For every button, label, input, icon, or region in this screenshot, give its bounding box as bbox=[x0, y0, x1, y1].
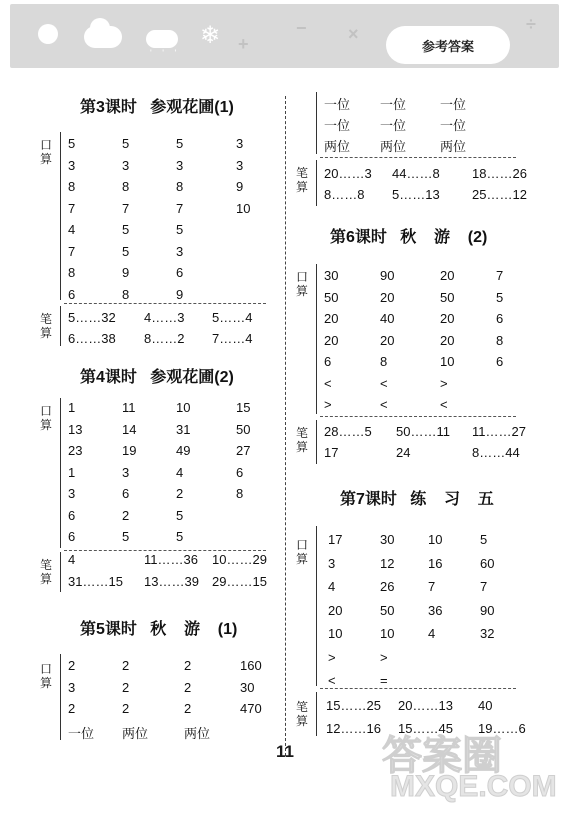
written-answer-cell: 13……39 bbox=[144, 574, 199, 589]
written-answer-cell: 8……2 bbox=[144, 331, 185, 346]
oral-answer-cell: 50 bbox=[324, 289, 339, 305]
oral-answer-cell: 8 bbox=[122, 286, 130, 302]
oral-answer-cell: 12 bbox=[380, 555, 395, 571]
oral-answer-cell: 一位 bbox=[324, 97, 351, 112]
lesson6-title: 第6课时 秋 游 (2) bbox=[330, 229, 488, 246]
oral-answer-cell: 50 bbox=[440, 289, 455, 305]
oral-answer-cell: 20 bbox=[440, 268, 455, 283]
written-answer-cell: 12……16 bbox=[326, 721, 381, 736]
oral-answer-cell: = bbox=[380, 673, 388, 688]
oral-answer-cell: 5 bbox=[480, 532, 488, 547]
oral-answer-cell: 5 bbox=[122, 222, 130, 237]
oral-answer-cell: 3 bbox=[68, 679, 76, 695]
oral-answer-cell: 3 bbox=[122, 157, 130, 173]
oral-answer-cell: 17 bbox=[328, 532, 343, 547]
oral-answer-cell: 6 bbox=[236, 464, 244, 480]
written-answer-cell: 5……32 bbox=[68, 310, 116, 325]
lesson4-title: 第4课时 参观花圃(2) bbox=[80, 369, 234, 386]
oral-answer-cell: 49 bbox=[176, 443, 191, 458]
oral-answer-cell: 5 bbox=[122, 243, 130, 259]
oral-answer-cell: 7 bbox=[68, 200, 76, 216]
oral-answer-cell: 20 bbox=[440, 332, 455, 348]
oral-answer-cell: 2 bbox=[184, 679, 192, 695]
oral-answer-cell: 5 bbox=[122, 136, 130, 151]
plus-decoration-icon: + bbox=[238, 34, 249, 54]
oral-answer-cell: 3 bbox=[68, 486, 76, 501]
oral-answer-cell: 19 bbox=[122, 443, 137, 458]
written-bracket bbox=[60, 306, 61, 346]
oral-answer-cell: 23 bbox=[68, 443, 83, 458]
oral-answer-cell: 2 bbox=[176, 486, 184, 501]
oral-answer-cell: 8 bbox=[122, 179, 130, 194]
oral-answer-cell: 5 bbox=[496, 289, 504, 305]
written-answer-cell: 8……44 bbox=[472, 445, 520, 460]
oral-answer-cell: < bbox=[328, 673, 336, 688]
oral-answer-cell: < bbox=[380, 375, 388, 391]
oral-answer-cell: 60 bbox=[480, 555, 495, 571]
oral-answer-cell: 36 bbox=[428, 602, 443, 618]
written-answer-cell: 4 bbox=[68, 552, 76, 567]
oral-answer-cell: 8 bbox=[380, 354, 388, 369]
page-number: 11 bbox=[276, 742, 294, 761]
oral-answer-cell: 7 bbox=[496, 268, 504, 283]
oral-answer-cell: 3 bbox=[236, 136, 244, 151]
oral-answer-cell: 3 bbox=[176, 243, 184, 259]
written-answer-cell: 50……11 bbox=[396, 424, 450, 439]
oral-answer-cell: 5 bbox=[122, 529, 130, 544]
oral-answer-cell: 10 bbox=[440, 354, 455, 369]
oral-answer-cell: 6 bbox=[176, 265, 184, 280]
oral-answer-cell: 10 bbox=[176, 400, 191, 415]
oral-answer-cell: 9 bbox=[176, 286, 184, 302]
oral-answer-cell: 一位 bbox=[68, 725, 95, 741]
separator-line bbox=[320, 416, 516, 417]
oral-answer-cell: 20 bbox=[328, 602, 343, 618]
oral-answer-cell: 1 bbox=[68, 464, 76, 480]
oral-answer-cell: 20 bbox=[324, 332, 339, 348]
written-bracket bbox=[60, 552, 61, 592]
separator-line bbox=[64, 550, 266, 551]
written-answer-cell: 29……15 bbox=[212, 574, 267, 589]
oral-answer-cell: 7 bbox=[122, 200, 130, 216]
oral-answer-cell: 6 bbox=[68, 507, 76, 523]
oral-answer-cell: 6 bbox=[324, 354, 332, 369]
oral-answer-cell: 两位 bbox=[184, 725, 211, 741]
oral-answer-cell: 6 bbox=[68, 286, 76, 302]
oral-answer-cell: 27 bbox=[236, 443, 251, 458]
oral-answer-cell: 8 bbox=[68, 265, 76, 280]
written-answer-cell: 40 bbox=[478, 698, 493, 713]
oral-answer-cell: 20 bbox=[380, 332, 395, 348]
oral-answer-cell: 4 bbox=[428, 626, 436, 641]
oral-answer-cell: 一位 bbox=[380, 118, 407, 133]
oral-label: 口 算 bbox=[39, 662, 52, 690]
site-watermark bbox=[382, 724, 557, 808]
written-answer-cell: 19……6 bbox=[478, 721, 526, 736]
oral-answer-cell: 90 bbox=[380, 268, 395, 283]
oral-answer-cell: 7 bbox=[480, 579, 488, 594]
oral-answer-cell: < bbox=[380, 397, 388, 412]
written-answer-cell: 8……8 bbox=[324, 187, 365, 202]
oral-answer-cell: 30 bbox=[240, 679, 255, 695]
oral-bracket bbox=[316, 526, 317, 686]
oral-answer-cell: 50 bbox=[236, 421, 251, 437]
oral-answer-cell: 3 bbox=[176, 157, 184, 173]
oral-answer-cell: 50 bbox=[380, 602, 395, 618]
oral-answer-cell: 6 bbox=[496, 354, 504, 369]
oral-answer-cell: 20 bbox=[380, 289, 395, 305]
oral-answer-cell: 一位 bbox=[324, 118, 351, 133]
oral-bracket bbox=[316, 264, 317, 414]
oral-answer-cell: > bbox=[328, 649, 336, 665]
oral-answer-cell: 5 bbox=[176, 507, 184, 523]
oral-answer-cell: 两位 bbox=[380, 139, 407, 154]
oral-answer-cell: 两位 bbox=[440, 139, 467, 154]
oral-answer-cell: > bbox=[324, 397, 332, 412]
oral-answer-cell: 5 bbox=[68, 136, 76, 151]
oral-answer-cell: 4 bbox=[68, 222, 76, 237]
written-answer-cell: 18……26 bbox=[472, 166, 527, 181]
divide-decoration-icon: ÷ bbox=[526, 14, 536, 34]
oral-label: 口 算 bbox=[295, 270, 308, 298]
oral-bracket bbox=[316, 92, 317, 154]
oral-answer-cell: 14 bbox=[122, 421, 137, 437]
lesson3-title: 第3课时 参观花圃(1) bbox=[80, 99, 234, 116]
answer-badge: 参考答案 bbox=[386, 26, 510, 64]
written-bracket bbox=[316, 692, 317, 736]
written-label: 笔 算 bbox=[39, 558, 52, 586]
oral-label: 口 算 bbox=[295, 538, 308, 566]
written-answer-cell: 15……25 bbox=[326, 698, 381, 713]
oral-answer-cell: 6 bbox=[496, 311, 504, 326]
oral-answer-cell: 10 bbox=[236, 200, 251, 216]
oral-answer-cell: 2 bbox=[184, 658, 192, 673]
oral-answer-cell: 20 bbox=[324, 311, 339, 326]
oral-answer-cell: 26 bbox=[380, 579, 395, 594]
written-answer-cell: 31……15 bbox=[68, 574, 123, 589]
oral-bracket bbox=[60, 398, 61, 548]
written-answer-cell: 15……45 bbox=[398, 721, 453, 736]
oral-answer-cell: 4 bbox=[328, 579, 336, 594]
written-answer-cell: 25……12 bbox=[472, 187, 527, 202]
written-answer-cell: 11……27 bbox=[472, 424, 526, 439]
written-bracket bbox=[316, 420, 317, 464]
oral-answer-cell: 31 bbox=[176, 421, 191, 437]
oral-answer-cell: 10 bbox=[428, 532, 443, 547]
oral-answer-cell: > bbox=[440, 375, 448, 391]
sun-icon bbox=[38, 24, 58, 44]
snowflake-icon: ❄ bbox=[200, 22, 221, 49]
oral-answer-cell: 2 bbox=[184, 701, 192, 716]
oral-answer-cell: 3 bbox=[236, 157, 244, 173]
oral-answer-cell: 3 bbox=[68, 157, 76, 173]
oral-answer-cell: 8 bbox=[496, 332, 504, 348]
oral-answer-cell: 一位 bbox=[380, 97, 407, 112]
oral-answer-cell: 5 bbox=[176, 136, 184, 151]
oral-answer-cell: 3 bbox=[328, 555, 336, 571]
written-answer-cell: 44……8 bbox=[392, 166, 440, 181]
oral-answer-cell: 两位 bbox=[324, 139, 351, 154]
oral-answer-cell: 5 bbox=[176, 222, 184, 237]
minus-decoration-icon: − bbox=[296, 18, 307, 38]
oral-answer-cell: 9 bbox=[236, 179, 244, 194]
times-decoration-icon: × bbox=[348, 24, 359, 44]
oral-label: 口 算 bbox=[39, 138, 52, 166]
oral-answer-cell: 30 bbox=[380, 532, 395, 547]
written-answer-cell: 10……29 bbox=[212, 552, 267, 567]
column-divider bbox=[285, 96, 286, 756]
written-answer-cell: 5……13 bbox=[392, 187, 440, 202]
oral-answer-cell: 2 bbox=[122, 507, 130, 523]
oral-answer-cell: 16 bbox=[428, 555, 443, 571]
oral-bracket bbox=[60, 654, 61, 740]
oral-answer-cell: 20 bbox=[440, 311, 455, 326]
oral-answer-cell: 10 bbox=[380, 626, 395, 641]
oral-answer-cell: 8 bbox=[68, 179, 76, 194]
oral-answer-cell: 一位 bbox=[440, 97, 467, 112]
oral-answer-cell: 40 bbox=[380, 311, 395, 326]
oral-answer-cell: 两位 bbox=[122, 725, 149, 741]
oral-answer-cell: 10 bbox=[328, 626, 343, 641]
oral-label: 口 算 bbox=[39, 404, 52, 432]
oral-answer-cell: 32 bbox=[480, 626, 495, 641]
oral-answer-cell: 4 bbox=[176, 464, 184, 480]
oral-answer-cell: < bbox=[440, 397, 448, 412]
rain-drops-icon: ' ' ' bbox=[150, 48, 181, 58]
oral-answer-cell: 3 bbox=[122, 464, 130, 480]
separator-line bbox=[64, 303, 266, 304]
written-answer-cell: 20……3 bbox=[324, 166, 372, 181]
oral-answer-cell: 8 bbox=[236, 486, 244, 501]
header-band bbox=[10, 4, 559, 68]
written-answer-cell: 24 bbox=[396, 445, 411, 460]
lesson7-title: 第7课时 练 习 五 bbox=[340, 491, 494, 508]
oral-answer-cell: 6 bbox=[122, 486, 130, 501]
written-answer-cell: 11……36 bbox=[144, 552, 198, 567]
written-answer-cell: 17 bbox=[324, 445, 339, 460]
oral-answer-cell: 1 bbox=[68, 400, 76, 415]
oral-answer-cell: 13 bbox=[68, 421, 83, 437]
written-answer-cell: 4……3 bbox=[144, 310, 185, 325]
separator-line bbox=[320, 157, 516, 158]
lesson5-title: 第5课时 秋 游 (1) bbox=[80, 621, 238, 638]
written-label: 笔 算 bbox=[295, 426, 308, 454]
written-bracket bbox=[316, 160, 317, 206]
written-answer-cell: 28……5 bbox=[324, 424, 372, 439]
oral-answer-cell: 160 bbox=[240, 658, 262, 673]
written-answer-cell: 20……13 bbox=[398, 698, 453, 713]
oral-answer-cell: 15 bbox=[236, 400, 251, 415]
watermark-logo-text: 答案圈 bbox=[382, 734, 502, 778]
written-label: 笔 算 bbox=[39, 312, 52, 340]
oral-answer-cell: > bbox=[380, 649, 388, 665]
written-answer-cell: 7……4 bbox=[212, 331, 253, 346]
written-label: 笔 算 bbox=[295, 700, 308, 728]
oral-answer-cell: 30 bbox=[324, 268, 339, 283]
oral-answer-cell: 6 bbox=[68, 529, 76, 544]
written-label: 笔 算 bbox=[295, 166, 308, 194]
oral-answer-cell: 8 bbox=[176, 179, 184, 194]
written-answer-cell: 5……4 bbox=[212, 310, 253, 325]
oral-bracket bbox=[60, 132, 61, 300]
oral-answer-cell: 7 bbox=[176, 200, 184, 216]
oral-answer-cell: 90 bbox=[480, 602, 495, 618]
separator-line bbox=[320, 688, 516, 689]
watermark-url: MXQE.COM bbox=[390, 770, 557, 803]
oral-answer-cell: 2 bbox=[68, 701, 76, 716]
oral-answer-cell: 2 bbox=[122, 679, 130, 695]
oral-answer-cell: < bbox=[324, 375, 332, 391]
oral-answer-cell: 2 bbox=[122, 701, 130, 716]
written-answer-cell: 6……38 bbox=[68, 331, 116, 346]
oral-answer-cell: 5 bbox=[176, 529, 184, 544]
oral-answer-cell: 11 bbox=[122, 400, 136, 415]
oral-answer-cell: 9 bbox=[122, 265, 130, 280]
oral-answer-cell: 2 bbox=[122, 658, 130, 673]
oral-answer-cell: 7 bbox=[428, 579, 436, 594]
rain-cloud-icon bbox=[146, 30, 178, 48]
oral-answer-cell: 470 bbox=[240, 701, 262, 716]
cloud-icon bbox=[84, 26, 122, 48]
oral-answer-cell: 2 bbox=[68, 658, 76, 673]
oral-answer-cell: 一位 bbox=[440, 118, 467, 133]
oral-answer-cell: 7 bbox=[68, 243, 76, 259]
